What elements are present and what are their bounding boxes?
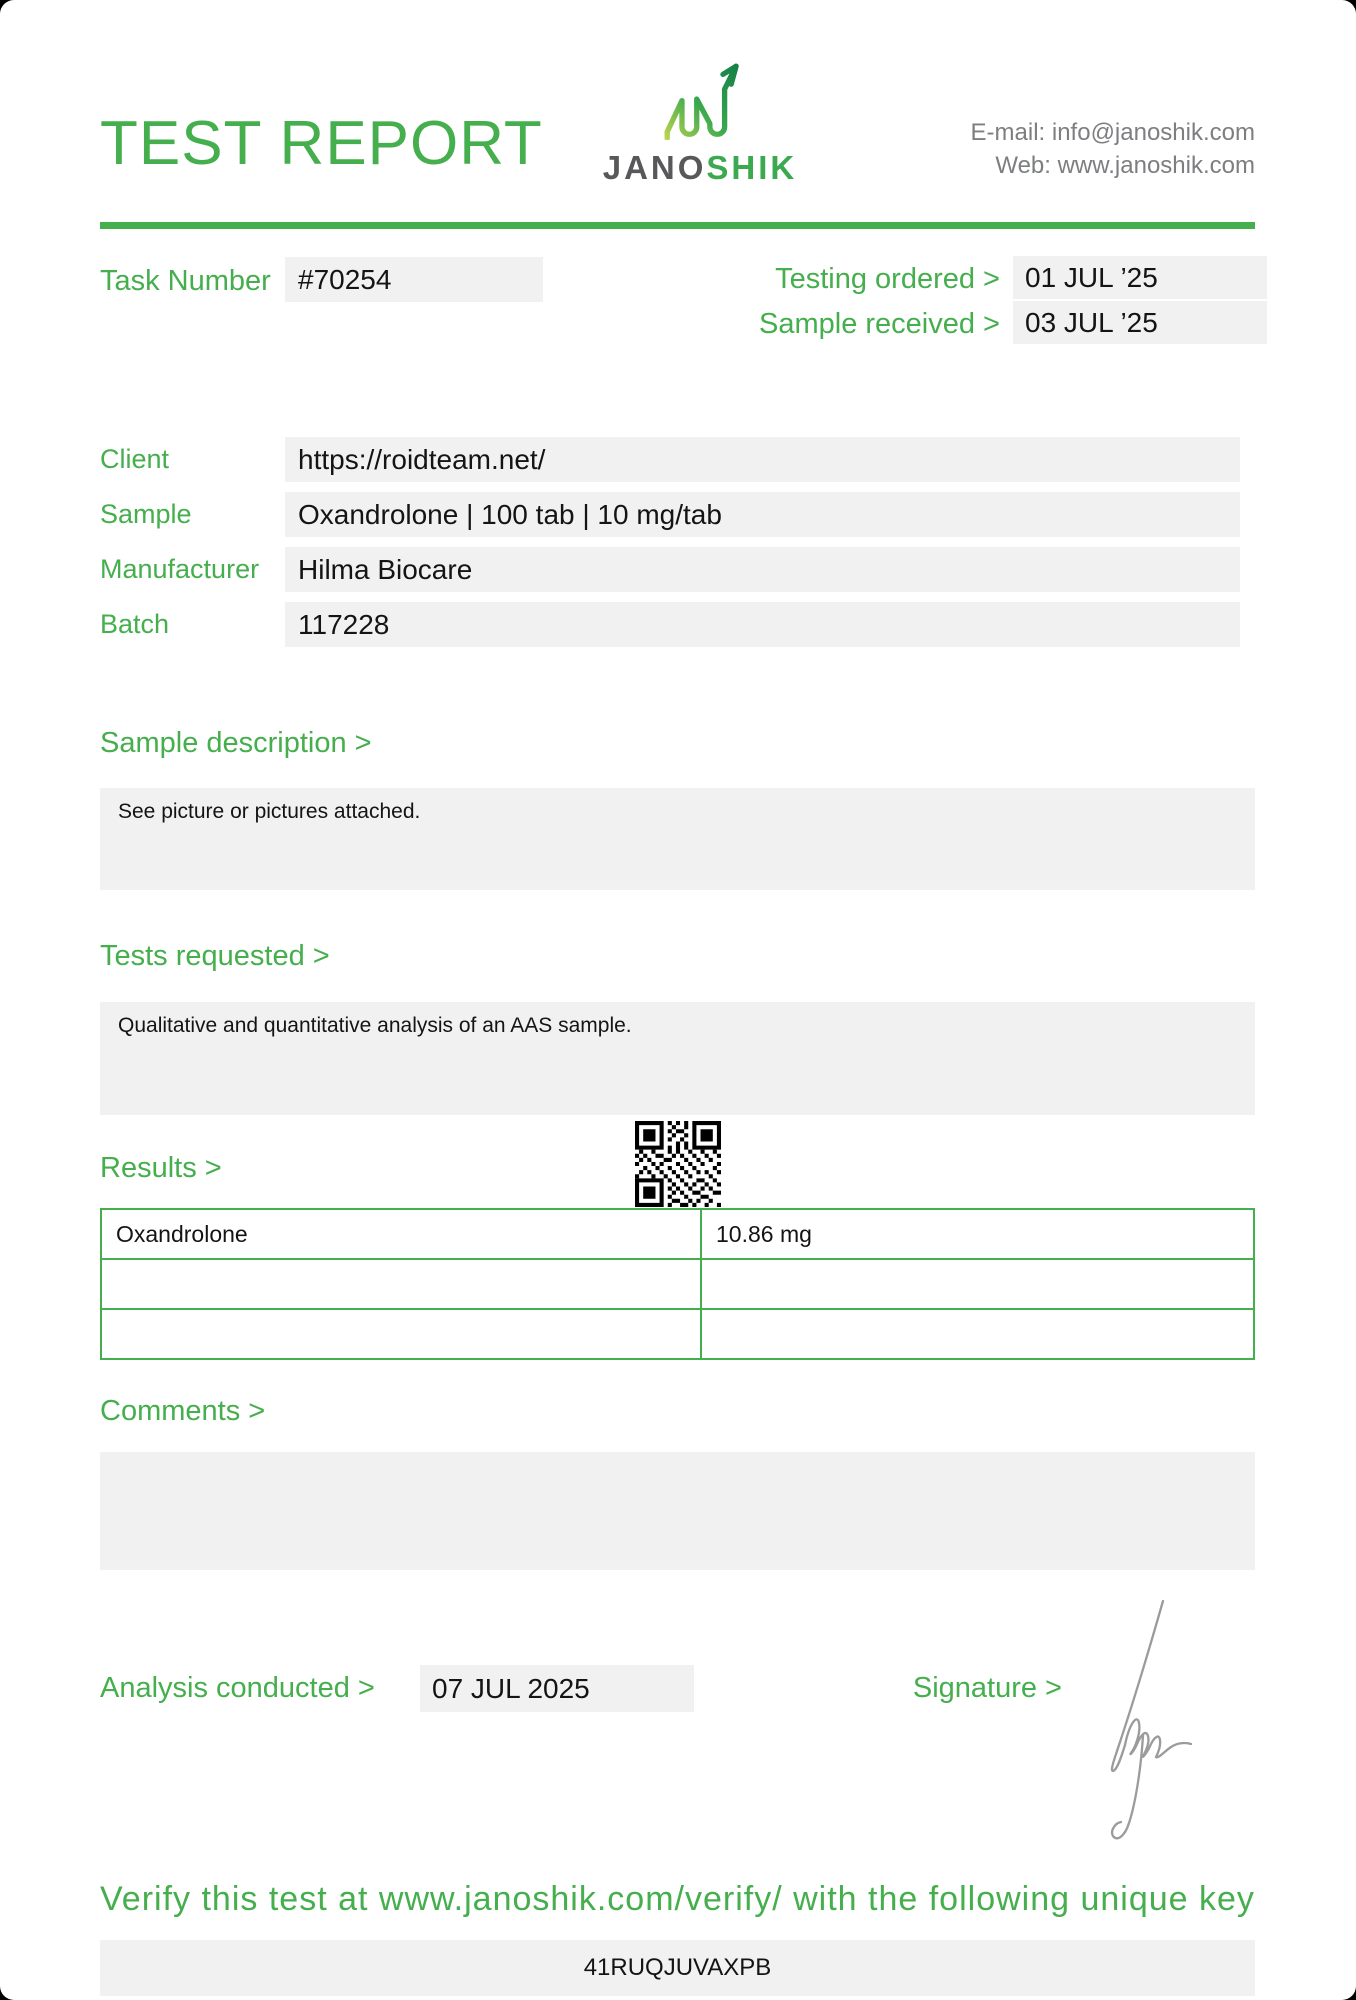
qr-code: [635, 1121, 721, 1207]
table-row: [101, 1209, 1254, 1259]
results-table: [100, 1208, 1255, 1360]
manufacturer-value: Hilma Biocare: [285, 547, 1240, 592]
results-heading: Results >: [100, 1152, 222, 1184]
result-amount: [701, 1309, 1254, 1359]
result-substance: [101, 1259, 701, 1309]
testing-ordered-label: Testing ordered >: [775, 263, 1000, 295]
batch-value: 117228: [285, 602, 1240, 647]
result-substance: Oxandrolone: [101, 1209, 701, 1259]
logo-text-gray: JANO: [602, 149, 707, 186]
batch-label: Batch: [100, 609, 170, 639]
client-value: https://roidteam.net/: [285, 437, 1240, 482]
unique-key: 41RUQJUVAXPB: [100, 1940, 1255, 1996]
sample-label: Sample: [100, 499, 192, 529]
growth-chart-icon: [654, 58, 746, 140]
contact-web: Web: www.janoshik.com: [995, 152, 1255, 179]
page-title: TEST REPORT: [100, 109, 543, 178]
logo-wordmark: [600, 149, 800, 187]
signature-label: Signature >: [912, 1672, 1062, 1704]
comments-box: [100, 1452, 1255, 1570]
task-number-value: #70254: [285, 257, 543, 302]
sample-received-value: 03 JUL ’25: [1013, 301, 1267, 344]
result-amount: [701, 1259, 1254, 1309]
janoshik-logo: [600, 58, 800, 187]
sample-value: Oxandrolone | 100 tab | 10 mg/tab: [285, 492, 1240, 537]
analysis-conducted-value: 07 JUL 2025: [420, 1665, 694, 1712]
result-substance: [101, 1309, 701, 1359]
sample-received-label: Sample received >: [759, 308, 1000, 340]
result-amount: 10.86 mg: [701, 1209, 1254, 1259]
header-divider: [100, 222, 1255, 229]
manufacturer-label: Manufacturer: [100, 554, 260, 584]
task-number-label: Task Number: [100, 265, 271, 297]
tests-requested-heading: Tests requested >: [100, 940, 330, 972]
sample-description-heading: Sample description >: [100, 727, 372, 759]
contact-email: E-mail: info@janoshik.com: [970, 119, 1255, 146]
contact-info: [971, 116, 1255, 182]
sample-description-box: See picture or pictures attached.: [100, 788, 1255, 890]
signature-image: [1085, 1595, 1205, 1845]
tests-requested-box: Qualitative and quantitative analysis of an AAS sample.: [100, 1002, 1255, 1115]
analysis-conducted-label: Analysis conducted >: [100, 1672, 375, 1704]
client-label: Client: [100, 444, 170, 474]
logo-text-green: SHIK: [706, 149, 798, 186]
comments-heading: Comments >: [100, 1395, 266, 1427]
testing-ordered-value: 01 JUL ’25: [1013, 256, 1267, 299]
table-row: [101, 1259, 1254, 1309]
table-row: [101, 1309, 1254, 1359]
verify-instruction: Verify this test at www.janoshik.com/verify/ with the following unique key: [100, 1880, 1255, 1918]
